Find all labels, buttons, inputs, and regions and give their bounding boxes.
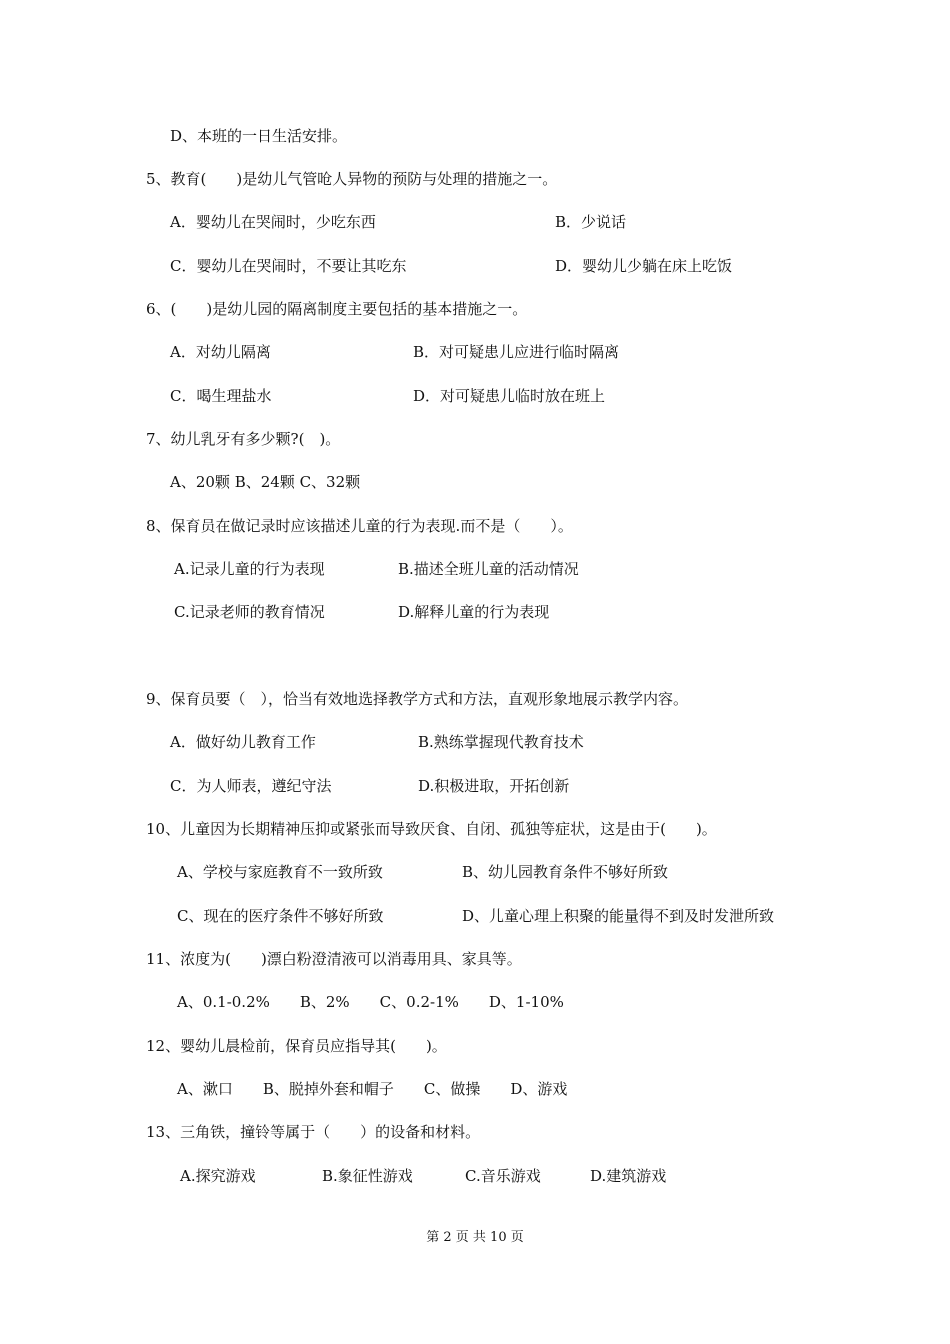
q6-option-b: B．对可疑患儿应进行临时隔离 (413, 343, 620, 361)
q9-option-a: A．做好幼儿教育工作 (170, 733, 316, 751)
page-footer: 第 2 页 共 10 页 (426, 1230, 524, 1245)
q6-option-c: C．喝生理盐水 (170, 387, 272, 405)
q5-option-d: D．婴幼儿少躺在床上吃饭 (555, 257, 733, 275)
q10-option-c: C、现在的医疗条件不够好所致 (177, 907, 384, 925)
q10-stem: 10、儿童因为长期精神压抑或紧张而导致厌食、自闭、孤独等症状，这是由于( )。 (146, 820, 717, 838)
q13-option-d: D.建筑游戏 (590, 1167, 667, 1185)
q6-stem: 6、( )是幼儿园的隔离制度主要包括的基本措施之一。 (146, 300, 528, 318)
q6-option-d: D．对可疑患儿临时放在班上 (413, 387, 606, 405)
q13-option-c: C.音乐游戏 (465, 1167, 541, 1185)
q7-stem: 7、幼儿乳牙有多少颗?( )。 (146, 430, 341, 448)
q13-option-a: A.探究游戏 (180, 1167, 256, 1185)
q9-option-d: D.积极进取，开拓创新 (418, 777, 570, 795)
q6-option-a: A．对幼儿隔离 (170, 343, 271, 361)
q7-options: A、20颗 B、24颗 C、32颗 (170, 473, 361, 491)
q8-stem: 8、保育员在做记录时应该描述儿童的行为表现.而不是（ ）。 (146, 517, 573, 535)
q12-options: A、漱口 B、脱掉外套和帽子 C、做操 D、游戏 (177, 1080, 568, 1098)
q5-option-b: B．少说话 (555, 213, 627, 231)
q10-option-a: A、学校与家庭教育不一致所致 (177, 863, 383, 881)
q9-stem: 9、保育员要（ ），恰当有效地选择教学方式和方法，直观形象地展示教学内容。 (146, 690, 689, 708)
q13-stem: 13、三角铁，撞铃等属于（ ）的设备和材料。 (146, 1123, 481, 1141)
q12-stem: 12、婴幼儿晨检前，保育员应指导其( )。 (146, 1037, 447, 1055)
q5-option-c: C．婴幼儿在哭闹时，不要让其吃东 (170, 257, 407, 275)
q10-option-b: B、幼儿园教育条件不够好所致 (462, 863, 669, 881)
q8-option-b: B.描述全班儿童的活动情况 (398, 560, 579, 578)
q11-options: A、0.1-0.2% B、2% C、0.2-1% D、1-10% (177, 993, 564, 1011)
q9-option-b: B.熟练掌握现代教育技术 (418, 733, 584, 751)
q5-stem: 5、教育( )是幼儿气管呛人异物的预防与处理的措施之一。 (146, 170, 558, 188)
q9-option-c: C．为人师表，遵纪守法 (170, 777, 332, 795)
q11-stem: 11、浓度为( )漂白粉澄清液可以消毒用具、家具等。 (146, 950, 522, 968)
q5-option-a: A．婴幼儿在哭闹时，少吃东西 (170, 213, 376, 231)
q13-option-b: B.象征性游戏 (322, 1167, 413, 1185)
q10-option-d: D、儿童心理上积聚的能量得不到及时发泄所致 (462, 907, 775, 925)
q8-option-d: D.解释儿童的行为表现 (398, 603, 550, 621)
q8-option-c: C.记录老师的教育情况 (174, 603, 325, 621)
q8-option-a: A.记录儿童的行为表现 (174, 560, 325, 578)
q4-option-d: D、本班的一日生活安排。 (170, 127, 348, 145)
